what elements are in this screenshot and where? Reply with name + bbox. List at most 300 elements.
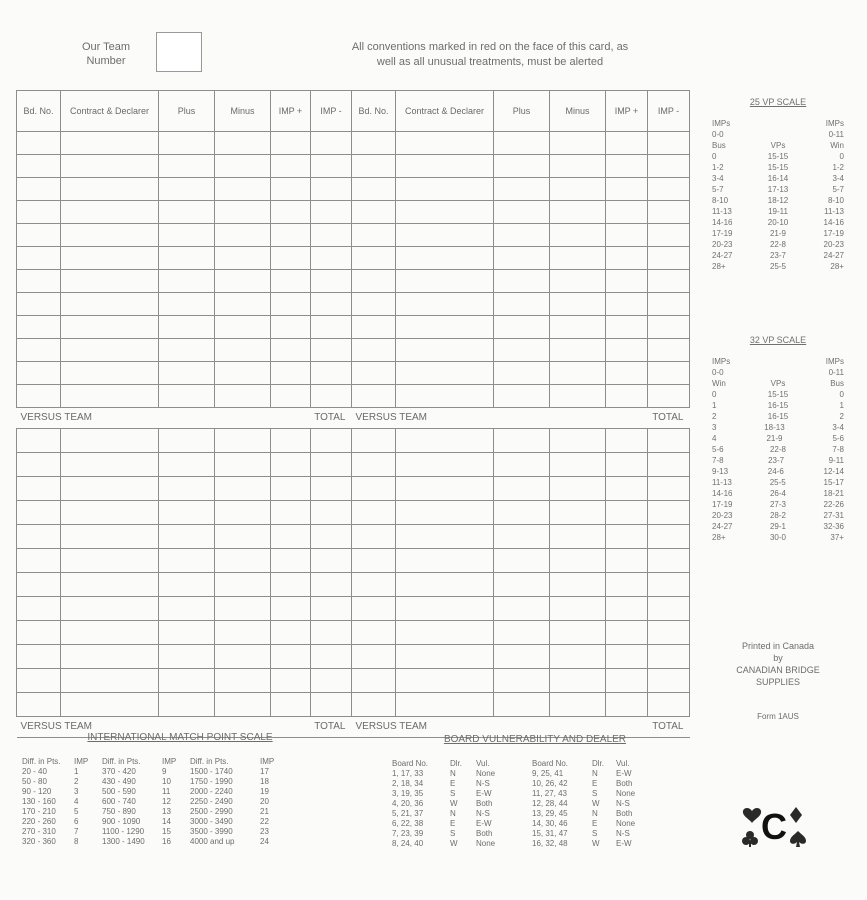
- score-cell[interactable]: [352, 270, 396, 293]
- score-cell[interactable]: [61, 155, 159, 178]
- score-cell[interactable]: [352, 669, 396, 693]
- score-cell[interactable]: [215, 645, 271, 669]
- score-cell[interactable]: [311, 597, 352, 621]
- score-cell[interactable]: [550, 385, 606, 408]
- score-cell[interactable]: [648, 429, 690, 453]
- score-cell[interactable]: [271, 669, 311, 693]
- score-cell[interactable]: [396, 597, 494, 621]
- score-cell[interactable]: [271, 597, 311, 621]
- score-cell[interactable]: [17, 477, 61, 501]
- score-cell[interactable]: [494, 178, 550, 201]
- score-cell[interactable]: [159, 270, 215, 293]
- score-cell[interactable]: [311, 477, 352, 501]
- score-cell[interactable]: [311, 224, 352, 247]
- score-cell[interactable]: [61, 597, 159, 621]
- score-cell[interactable]: [215, 385, 271, 408]
- score-cell[interactable]: [494, 247, 550, 270]
- score-cell[interactable]: [550, 597, 606, 621]
- score-cell[interactable]: [215, 224, 271, 247]
- score-cell[interactable]: [648, 316, 690, 339]
- score-cell[interactable]: [61, 224, 159, 247]
- score-cell[interactable]: [61, 247, 159, 270]
- score-cell[interactable]: [550, 201, 606, 224]
- score-cell[interactable]: [271, 247, 311, 270]
- table-row: [352, 178, 690, 201]
- score-cell[interactable]: [352, 501, 396, 525]
- score-cell[interactable]: [396, 385, 494, 408]
- team-number-box[interactable]: [156, 32, 202, 72]
- score-cell[interactable]: [17, 693, 61, 717]
- score-cell[interactable]: [17, 453, 61, 477]
- score-cell[interactable]: [396, 247, 494, 270]
- score-cell[interactable]: [311, 293, 352, 316]
- score-cell[interactable]: [550, 132, 606, 155]
- score-cell[interactable]: [494, 477, 550, 501]
- score-cell[interactable]: [396, 178, 494, 201]
- score-cell[interactable]: [17, 525, 61, 549]
- score-cell[interactable]: [606, 224, 648, 247]
- score-cell[interactable]: [61, 270, 159, 293]
- score-cell[interactable]: [215, 270, 271, 293]
- score-cell[interactable]: [311, 270, 352, 293]
- score-cell[interactable]: [215, 339, 271, 362]
- score-cell[interactable]: [215, 132, 271, 155]
- score-cell[interactable]: [494, 597, 550, 621]
- score-cell[interactable]: [494, 316, 550, 339]
- score-cell[interactable]: [271, 155, 311, 178]
- score-cell[interactable]: [494, 645, 550, 669]
- score-cell[interactable]: [606, 178, 648, 201]
- score-cell[interactable]: [352, 645, 396, 669]
- score-cell[interactable]: [352, 132, 396, 155]
- score-cell[interactable]: [550, 477, 606, 501]
- score-cell[interactable]: [159, 693, 215, 717]
- board_vul-cell: N: [592, 769, 598, 778]
- score-cell[interactable]: [606, 549, 648, 573]
- score-cell[interactable]: [311, 247, 352, 270]
- score-cell[interactable]: [550, 669, 606, 693]
- score-cell[interactable]: [494, 362, 550, 385]
- score-cell[interactable]: [648, 132, 690, 155]
- score-cell[interactable]: [606, 501, 648, 525]
- score-cell[interactable]: [648, 293, 690, 316]
- score-cell[interactable]: [494, 621, 550, 645]
- score-cell[interactable]: [550, 645, 606, 669]
- score-cell[interactable]: [17, 621, 61, 645]
- score-cell[interactable]: [271, 573, 311, 597]
- score-cell[interactable]: [17, 362, 61, 385]
- score-cell[interactable]: [311, 316, 352, 339]
- score-cell[interactable]: [311, 573, 352, 597]
- score-cell[interactable]: [494, 270, 550, 293]
- score-cell[interactable]: [396, 362, 494, 385]
- score-cell[interactable]: [396, 549, 494, 573]
- score-cell[interactable]: [352, 525, 396, 549]
- score-cell[interactable]: [550, 293, 606, 316]
- score-cell[interactable]: [159, 385, 215, 408]
- score-cell[interactable]: [606, 645, 648, 669]
- score-cell[interactable]: [17, 270, 61, 293]
- score-cell[interactable]: [648, 477, 690, 501]
- score-cell[interactable]: [648, 549, 690, 573]
- score-cell[interactable]: [396, 293, 494, 316]
- score-cell[interactable]: [159, 645, 215, 669]
- score-cell[interactable]: [311, 453, 352, 477]
- score-cell[interactable]: [396, 501, 494, 525]
- score-cell[interactable]: [311, 693, 352, 717]
- score-cell[interactable]: [648, 339, 690, 362]
- score-cell[interactable]: [396, 573, 494, 597]
- score-cell[interactable]: [61, 669, 159, 693]
- score-cell[interactable]: [61, 132, 159, 155]
- score-cell[interactable]: [271, 316, 311, 339]
- score-cell[interactable]: [215, 693, 271, 717]
- score-cell[interactable]: [311, 621, 352, 645]
- score-cell[interactable]: [311, 362, 352, 385]
- score-cell[interactable]: [215, 549, 271, 573]
- score-cell[interactable]: [606, 293, 648, 316]
- score-cell[interactable]: [271, 201, 311, 224]
- score-cell[interactable]: [159, 597, 215, 621]
- score-cell[interactable]: [352, 201, 396, 224]
- score-cell[interactable]: [494, 573, 550, 597]
- score-cell[interactable]: [606, 453, 648, 477]
- score-cell[interactable]: [550, 693, 606, 717]
- score-cell[interactable]: [61, 453, 159, 477]
- score-cell[interactable]: [606, 669, 648, 693]
- score-cell[interactable]: [159, 224, 215, 247]
- score-cell[interactable]: [271, 385, 311, 408]
- score-cell[interactable]: [648, 453, 690, 477]
- score-cell[interactable]: [61, 339, 159, 362]
- score-cell[interactable]: [396, 525, 494, 549]
- score-cell[interactable]: [159, 201, 215, 224]
- score-cell[interactable]: [271, 621, 311, 645]
- score-cell[interactable]: [494, 453, 550, 477]
- score-cell[interactable]: [396, 316, 494, 339]
- score-cell[interactable]: [215, 247, 271, 270]
- score-cell[interactable]: [271, 453, 311, 477]
- score-cell[interactable]: [17, 293, 61, 316]
- score-cell[interactable]: [648, 224, 690, 247]
- score-cell[interactable]: [215, 597, 271, 621]
- score-cell[interactable]: [159, 293, 215, 316]
- score-cell[interactable]: [352, 224, 396, 247]
- score-cell[interactable]: [648, 178, 690, 201]
- score-cell[interactable]: [271, 339, 311, 362]
- score-cell[interactable]: [17, 178, 61, 201]
- score-cell[interactable]: [396, 339, 494, 362]
- score-cell[interactable]: [17, 669, 61, 693]
- score-cell[interactable]: [648, 247, 690, 270]
- score-cell[interactable]: [648, 501, 690, 525]
- score-cell[interactable]: [352, 247, 396, 270]
- score-cell[interactable]: [271, 293, 311, 316]
- score-cell[interactable]: [159, 549, 215, 573]
- score-cell[interactable]: [61, 385, 159, 408]
- score-cell[interactable]: [494, 429, 550, 453]
- score-cell[interactable]: [159, 621, 215, 645]
- score-cell[interactable]: [606, 339, 648, 362]
- score-cell[interactable]: [159, 178, 215, 201]
- score-cell[interactable]: [648, 201, 690, 224]
- score-cell[interactable]: [550, 525, 606, 549]
- score-cell[interactable]: [159, 429, 215, 453]
- score-cell[interactable]: [550, 501, 606, 525]
- score-cell[interactable]: [215, 477, 271, 501]
- score-cell[interactable]: [159, 316, 215, 339]
- score-cell[interactable]: [61, 293, 159, 316]
- score-cell[interactable]: [494, 132, 550, 155]
- score-cell[interactable]: [606, 597, 648, 621]
- score-cell[interactable]: [352, 597, 396, 621]
- score-cell[interactable]: [396, 693, 494, 717]
- score-cell[interactable]: [215, 293, 271, 316]
- score-cell[interactable]: [648, 385, 690, 408]
- score-cell[interactable]: [311, 178, 352, 201]
- score-cell[interactable]: [311, 385, 352, 408]
- score-cell[interactable]: [215, 525, 271, 549]
- score-cell[interactable]: [494, 549, 550, 573]
- score-cell[interactable]: [494, 155, 550, 178]
- score-cell[interactable]: [17, 645, 61, 669]
- score-cell[interactable]: [606, 525, 648, 549]
- score-cell[interactable]: [396, 453, 494, 477]
- score-cell[interactable]: [648, 525, 690, 549]
- score-cell[interactable]: [17, 597, 61, 621]
- score-cell[interactable]: [159, 155, 215, 178]
- score-cell[interactable]: [159, 132, 215, 155]
- score-cell[interactable]: [396, 201, 494, 224]
- score-cell[interactable]: [215, 669, 271, 693]
- vp32-head-row: [712, 378, 844, 389]
- score-cell[interactable]: [352, 453, 396, 477]
- score-cell[interactable]: [606, 132, 648, 155]
- score-cell[interactable]: [606, 573, 648, 597]
- score-cell[interactable]: [311, 525, 352, 549]
- score-cell[interactable]: [494, 385, 550, 408]
- score-cell[interactable]: [61, 362, 159, 385]
- score-cell[interactable]: [396, 132, 494, 155]
- score-cell[interactable]: [61, 178, 159, 201]
- score-cell[interactable]: [271, 224, 311, 247]
- vp25-head-right: IMPs: [825, 119, 844, 128]
- score-cell[interactable]: [159, 669, 215, 693]
- score-cell[interactable]: [648, 669, 690, 693]
- score-cell[interactable]: [61, 429, 159, 453]
- score-cell[interactable]: [61, 621, 159, 645]
- score-cell[interactable]: [215, 201, 271, 224]
- score-cell[interactable]: [17, 201, 61, 224]
- score-cell[interactable]: [17, 339, 61, 362]
- score-cell[interactable]: [550, 270, 606, 293]
- score-cell[interactable]: [271, 501, 311, 525]
- score-cell[interactable]: [396, 429, 494, 453]
- score-cell[interactable]: [494, 201, 550, 224]
- score-cell[interactable]: [215, 621, 271, 645]
- score-cell[interactable]: [61, 477, 159, 501]
- score-cell[interactable]: [352, 293, 396, 316]
- vp25-cell: 11-13: [712, 207, 732, 216]
- vp32-row: [712, 444, 844, 455]
- vp32-head-left: IMPs: [712, 357, 731, 366]
- score-cell[interactable]: [494, 501, 550, 525]
- score-cell[interactable]: [61, 501, 159, 525]
- score-cell[interactable]: [159, 525, 215, 549]
- score-cell[interactable]: [311, 549, 352, 573]
- score-cell[interactable]: [159, 247, 215, 270]
- score-cell[interactable]: [648, 621, 690, 645]
- table-row: [22, 767, 342, 777]
- score-cell[interactable]: [606, 429, 648, 453]
- score-cell[interactable]: [271, 693, 311, 717]
- score-cell[interactable]: [311, 339, 352, 362]
- score-cell[interactable]: [352, 362, 396, 385]
- score-cell[interactable]: [494, 693, 550, 717]
- score-cell[interactable]: [215, 155, 271, 178]
- score-cell[interactable]: [17, 316, 61, 339]
- score-cell[interactable]: [311, 132, 352, 155]
- score-cell[interactable]: [550, 621, 606, 645]
- score-cell[interactable]: [648, 155, 690, 178]
- score-cell[interactable]: [215, 362, 271, 385]
- score-cell[interactable]: [17, 385, 61, 408]
- score-cell[interactable]: [606, 270, 648, 293]
- score-cell[interactable]: [494, 224, 550, 247]
- score-cell[interactable]: [494, 669, 550, 693]
- score-cell[interactable]: [311, 201, 352, 224]
- score-cell[interactable]: [311, 155, 352, 178]
- score-cell[interactable]: [550, 155, 606, 178]
- score-cell[interactable]: [215, 573, 271, 597]
- score-cell[interactable]: [606, 201, 648, 224]
- score-cell[interactable]: [61, 525, 159, 549]
- score-cell[interactable]: [61, 549, 159, 573]
- score-cell[interactable]: [61, 573, 159, 597]
- score-cell[interactable]: [159, 362, 215, 385]
- score-cell[interactable]: [159, 339, 215, 362]
- score-cell[interactable]: [494, 339, 550, 362]
- score-cell[interactable]: [17, 429, 61, 453]
- score-cell[interactable]: [352, 316, 396, 339]
- score-cell[interactable]: [550, 178, 606, 201]
- score-cell[interactable]: [606, 385, 648, 408]
- score-cell[interactable]: [648, 270, 690, 293]
- score-cell[interactable]: [648, 597, 690, 621]
- score-cell[interactable]: [352, 429, 396, 453]
- score-cell[interactable]: [352, 693, 396, 717]
- score-cell[interactable]: [17, 224, 61, 247]
- score-cell[interactable]: [648, 645, 690, 669]
- score-cell[interactable]: [17, 155, 61, 178]
- score-cell[interactable]: [159, 501, 215, 525]
- score-cell[interactable]: [17, 501, 61, 525]
- imp_scale-cell: 50 - 80: [22, 777, 47, 786]
- score-cell[interactable]: [159, 573, 215, 597]
- score-cell[interactable]: [159, 453, 215, 477]
- score-cell[interactable]: [396, 621, 494, 645]
- score-cell[interactable]: [550, 549, 606, 573]
- score-cell[interactable]: [271, 362, 311, 385]
- score-cell[interactable]: [271, 525, 311, 549]
- score-cell[interactable]: [606, 155, 648, 178]
- score-cell[interactable]: [311, 645, 352, 669]
- score-cell[interactable]: [352, 178, 396, 201]
- score-cell[interactable]: [606, 362, 648, 385]
- score-cell[interactable]: [215, 429, 271, 453]
- score-cell[interactable]: [17, 573, 61, 597]
- score-cell[interactable]: [648, 573, 690, 597]
- score-cell[interactable]: [311, 429, 352, 453]
- score-cell[interactable]: [648, 693, 690, 717]
- score-cell[interactable]: [17, 549, 61, 573]
- score-cell[interactable]: [396, 669, 494, 693]
- score-cell[interactable]: [352, 549, 396, 573]
- score-cell[interactable]: [215, 453, 271, 477]
- score-cell[interactable]: [352, 477, 396, 501]
- score-cell[interactable]: [550, 362, 606, 385]
- score-cell[interactable]: [550, 573, 606, 597]
- score-cell[interactable]: [396, 155, 494, 178]
- score-cell[interactable]: [311, 501, 352, 525]
- score-cell[interactable]: [606, 477, 648, 501]
- score-cell[interactable]: [215, 178, 271, 201]
- score-cell[interactable]: [352, 385, 396, 408]
- vp32-cell: 25-5: [769, 478, 786, 487]
- score-cell[interactable]: [61, 316, 159, 339]
- score-cell[interactable]: [17, 247, 61, 270]
- score-cell[interactable]: [61, 201, 159, 224]
- score-cell[interactable]: [396, 645, 494, 669]
- score-cell[interactable]: [606, 247, 648, 270]
- score-cell[interactable]: [159, 477, 215, 501]
- score-cell[interactable]: [271, 549, 311, 573]
- score-cell[interactable]: [352, 621, 396, 645]
- score-cell[interactable]: [17, 132, 61, 155]
- score-cell[interactable]: [271, 178, 311, 201]
- score-cell[interactable]: [550, 224, 606, 247]
- score-cell[interactable]: [311, 669, 352, 693]
- score-cell[interactable]: [61, 645, 159, 669]
- score-cell[interactable]: [606, 621, 648, 645]
- score-cell[interactable]: [215, 501, 271, 525]
- score-cell[interactable]: [550, 453, 606, 477]
- score-cell[interactable]: [271, 270, 311, 293]
- score-cell[interactable]: [352, 573, 396, 597]
- score-cell[interactable]: [352, 155, 396, 178]
- board_vul-cell: 15, 31, 47: [532, 829, 568, 838]
- score-cell[interactable]: [494, 525, 550, 549]
- score-cell[interactable]: [550, 316, 606, 339]
- score-cell[interactable]: [215, 316, 271, 339]
- score-cell[interactable]: [550, 339, 606, 362]
- score-cell[interactable]: [61, 693, 159, 717]
- score-cell[interactable]: [606, 316, 648, 339]
- score-cell[interactable]: [550, 247, 606, 270]
- score-cell[interactable]: [271, 645, 311, 669]
- score-cell[interactable]: [494, 293, 550, 316]
- score-cell[interactable]: [271, 477, 311, 501]
- score-cell[interactable]: [396, 477, 494, 501]
- score-cell[interactable]: [271, 132, 311, 155]
- score-cell[interactable]: [550, 429, 606, 453]
- score-cell[interactable]: [271, 429, 311, 453]
- score-cell[interactable]: [648, 362, 690, 385]
- score-cell[interactable]: [606, 693, 648, 717]
- score-cell[interactable]: [396, 224, 494, 247]
- score-cell[interactable]: [396, 270, 494, 293]
- score-cell[interactable]: [352, 339, 396, 362]
